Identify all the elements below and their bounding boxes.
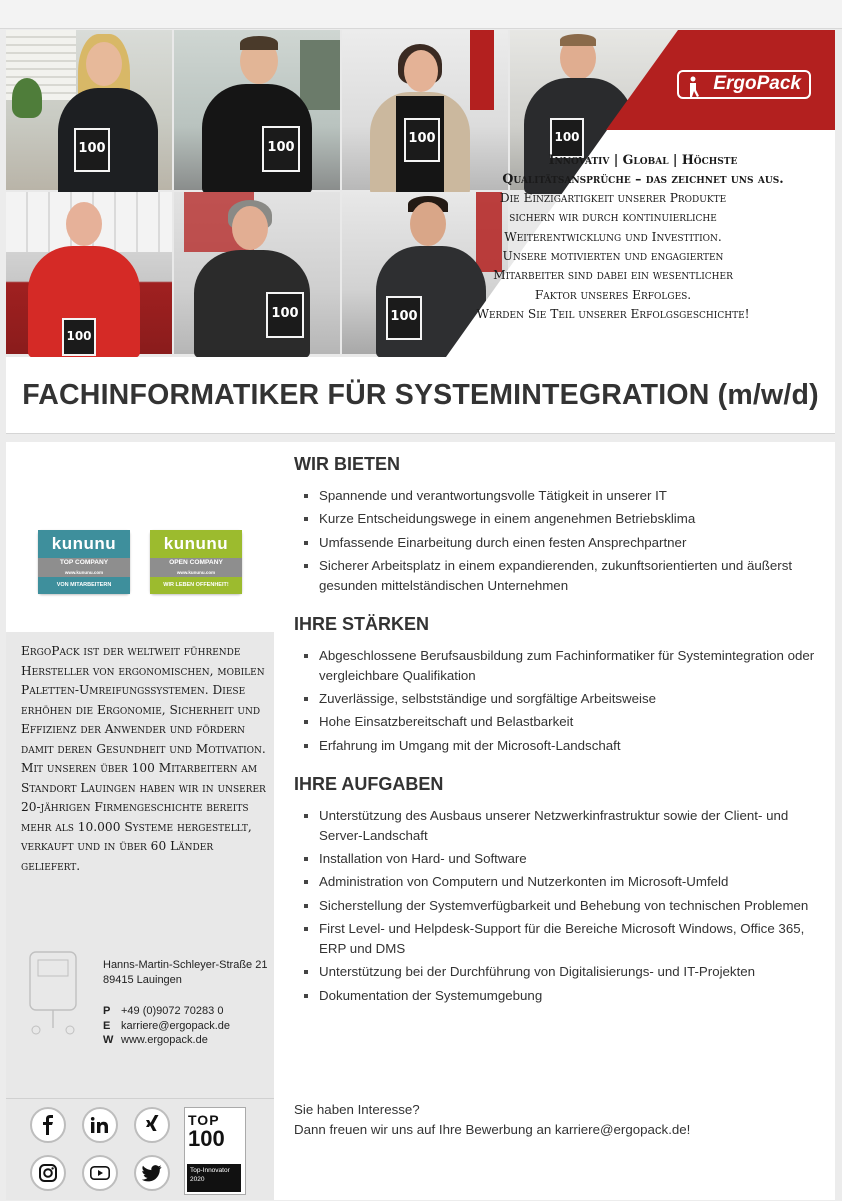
ergopack-logo bbox=[677, 70, 811, 99]
company-description: ErgoPack ist der weltweit führende Hersteller von ergonomischen, mobilen Paletten-Umreifungssystemen. Diese erhöhen die Ergonomie, Sicherheit und Effizienz der Anwender und fördern damit deren Gesundheit und Motivation. Mit unseren über 100 Mitarbeitern am Standort Lauingen haben wir in unserer 20-jährigen Firmengeschichte bereits mehr als 10.000 Systeme hergestellt, verkauft und in über 60 Länder geliefert. bbox=[21, 644, 266, 873]
closing-line-1: Sie haben Interesse? bbox=[294, 1102, 420, 1117]
job-flyer bbox=[6, 30, 835, 1200]
closing-text bbox=[294, 1100, 690, 1140]
hero-collage bbox=[6, 30, 835, 357]
list-item: Administration von Computern und Nutzerkonten im Microsoft-Umfeld bbox=[294, 872, 824, 892]
list-item: Installation von Hard- und Software bbox=[294, 849, 824, 869]
website-link[interactable]: www.ergopack.de bbox=[121, 1034, 208, 1046]
list-item: Unterstützung des Ausbaus unserer Netzwerkinfrastruktur sowie der Client- und Server-Landschaft bbox=[294, 806, 824, 845]
list-item: Dokumentation der Systemumgebung bbox=[294, 986, 824, 1006]
plaque: 100 bbox=[404, 118, 440, 162]
list-item: Abgeschlossene Berufsausbildung zum Fachinformatiker für Systemintegration oder vergleichbare Qualifikation bbox=[294, 646, 824, 685]
instagram-icon[interactable] bbox=[30, 1155, 66, 1191]
intro-line: Mitarbeiter sind dabei ein wesentlicher bbox=[493, 268, 733, 283]
list-item: Umfassende Einarbeitung durch einen festen Ansprechpartner bbox=[294, 533, 824, 553]
plaque: 100 bbox=[550, 118, 584, 158]
plaque: 100 bbox=[62, 318, 96, 356]
intro-line: sichern wir durch kontinuierliche bbox=[509, 210, 717, 225]
linkedin-icon[interactable] bbox=[82, 1107, 118, 1143]
contact-details: P +49 (0)9072 70283 0 E karriere@ergopack.de W www.ergopack.de bbox=[103, 1005, 230, 1046]
xing-icon[interactable] bbox=[134, 1107, 170, 1143]
intro-line: Die Einzigartigkeit unserer Produkte bbox=[499, 190, 727, 205]
section-heading: WIR BIETEN bbox=[294, 454, 400, 474]
kununu-open-company-badge: kununu OPEN COMPANY www.kununu.com WIR LEBEN OFFENHEIT! bbox=[150, 530, 242, 594]
section-tasks bbox=[294, 774, 824, 1009]
phone-number[interactable]: +49 (0)9072 70283 0 bbox=[121, 1005, 224, 1017]
intro-line: Unsere motivierten und engagierten bbox=[502, 249, 724, 264]
closing-line-2: Dann freuen wir uns auf Ihre Bewerbung an karriere@ergopack.de! bbox=[294, 1122, 691, 1137]
intro-line: Faktor unseres Erfolges. bbox=[534, 287, 692, 302]
window-top-strip bbox=[0, 0, 842, 29]
list-item: Erfahrung im Umgang mit der Microsoft-Landschaft bbox=[294, 736, 824, 756]
section-offer bbox=[294, 454, 824, 599]
company-info-panel bbox=[6, 632, 274, 1200]
social-links bbox=[6, 1098, 274, 1201]
strapping-machine-watermark-icon bbox=[20, 944, 86, 1036]
list-item: Zuverlässige, selbstständige und sorgfältige Arbeitsweise bbox=[294, 689, 824, 709]
kununu-top-company-badge: kununu TOP COMPANY www.kununu.com VON MITARBEITERN EMPFOHLEN! bbox=[38, 530, 130, 594]
top100-innovator-badge: TOP 100 Top-Innovator 2020 bbox=[184, 1107, 246, 1195]
job-title: FACHINFORMATIKER FÜR SYSTEMINTEGRATION (m/w/d) bbox=[22, 378, 819, 411]
intro-line: Werden Sie Teil unserer Erfolgsgeschichte! bbox=[476, 307, 750, 322]
sidebar bbox=[6, 442, 274, 1200]
list-item: First Level- und Helpdesk-Support für die Bereiche Microsoft Windows, Office 365, ERP und DMS bbox=[294, 919, 824, 958]
title-band bbox=[6, 357, 835, 434]
list-item: Unterstützung bei der Durchführung von Digitalisierungs- und IT-Projekten bbox=[294, 962, 824, 982]
intro-line: Weiterentwicklung und Investition. bbox=[504, 229, 722, 244]
facebook-icon[interactable] bbox=[30, 1107, 66, 1143]
plaque: 100 bbox=[266, 292, 304, 338]
section-heading: IHRE STÄRKEN bbox=[294, 614, 430, 634]
list-item: Sicherer Arbeitsplatz in einem expandierenden, zukunftsorientierten und äußerst gesunden mittelständischen Unternehmen bbox=[294, 556, 824, 595]
award-badges bbox=[38, 530, 248, 605]
list-item: Kurze Entscheidungswege in einem angenehmen Betriebsklima bbox=[294, 509, 824, 529]
plaque: 100 bbox=[262, 126, 300, 172]
youtube-icon[interactable] bbox=[82, 1155, 118, 1191]
section-strengths bbox=[294, 614, 824, 759]
list-item: Sicherstellung der Systemverfügbarkeit und Behebung von technischen Problemen bbox=[294, 896, 824, 916]
logo-name: ErgoPack bbox=[713, 73, 801, 94]
divider bbox=[6, 434, 835, 442]
intro-text bbox=[433, 150, 793, 325]
logo-figure-icon bbox=[687, 76, 701, 100]
email-link[interactable]: karriere@ergopack.de bbox=[121, 1019, 230, 1032]
section-heading: IHRE AUFGABEN bbox=[294, 774, 444, 794]
address-city: 89415 Lauingen bbox=[103, 974, 182, 986]
address bbox=[103, 958, 267, 988]
plaque: 100 bbox=[386, 296, 422, 340]
address-street: Hanns-Martin-Schleyer-Straße 21 bbox=[103, 959, 268, 971]
list-item: Spannende und verantwortungsvolle Tätigkeit in unserer IT bbox=[294, 486, 824, 506]
twitter-icon[interactable] bbox=[134, 1155, 170, 1191]
plaque: 100 bbox=[74, 128, 110, 172]
list-item: Hohe Einsatzbereitschaft und Belastbarkeit bbox=[294, 712, 824, 732]
intro-headline: Innovativ | Global | Höchste Qualitätsansprüche – das zeichnet uns aus. bbox=[502, 152, 784, 187]
